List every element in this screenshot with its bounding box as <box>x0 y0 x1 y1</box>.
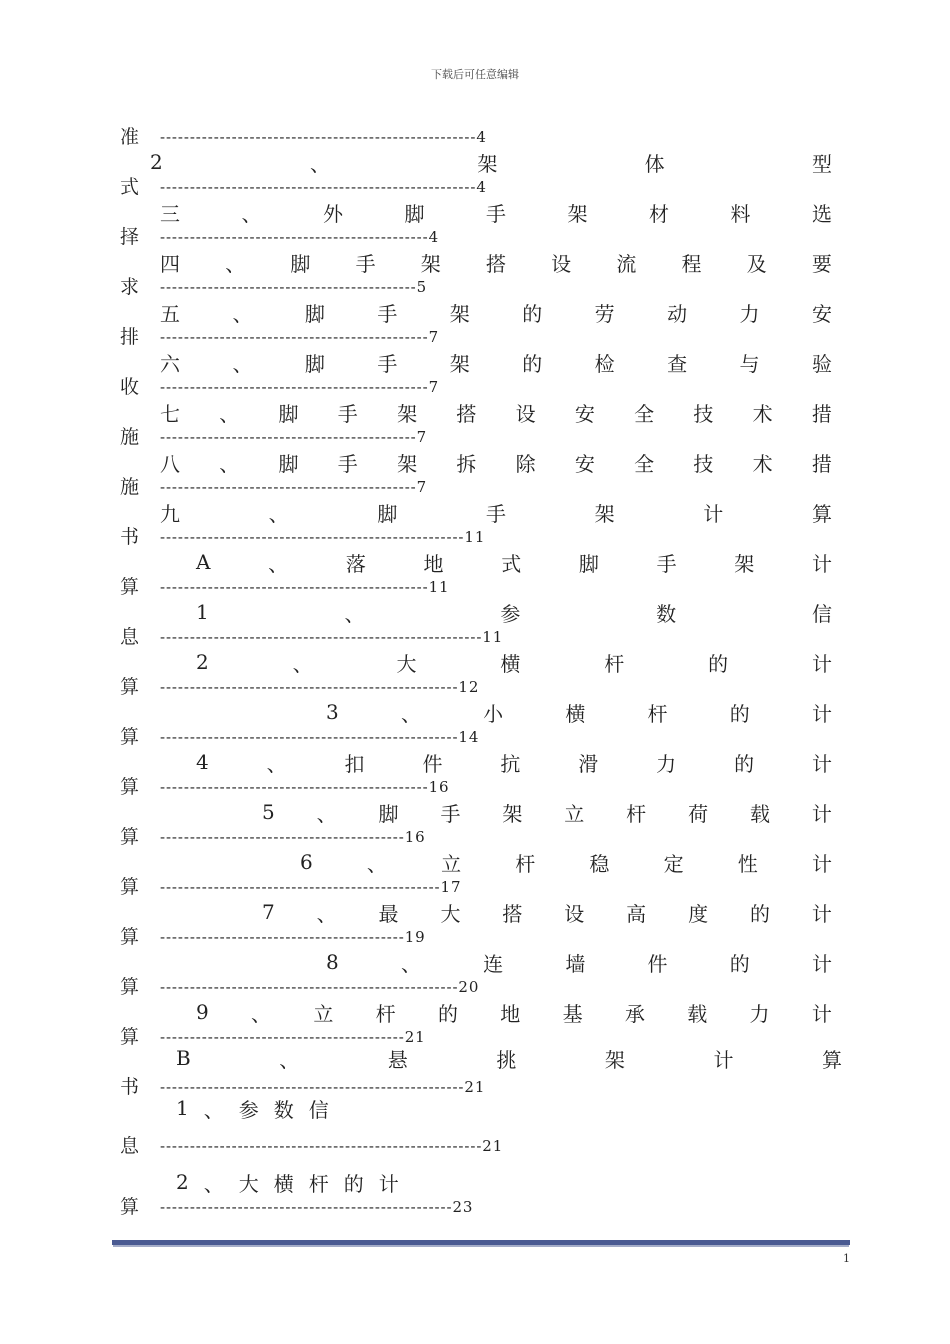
toc-title-char: 术 <box>752 401 773 426</box>
toc-line-head-char: 书 <box>120 526 140 548</box>
toc-entry-line <box>0 374 950 400</box>
toc-title-char: 脚 <box>304 351 325 376</box>
toc-title-char: 计 <box>811 751 832 776</box>
toc-title-char: 、 <box>219 451 240 476</box>
toc-title-char: 脚 <box>278 401 299 426</box>
toc-leader-and-page: -----------------------------------------------------4 <box>160 128 487 146</box>
toc-entry-line <box>0 224 950 250</box>
toc-entry-line <box>0 824 950 850</box>
toc-title-char: 、 <box>316 901 337 926</box>
toc-title-char: 4 <box>196 750 209 774</box>
toc-leader-and-page: --------------------------------------------------20 <box>160 978 480 996</box>
toc-line-head-char: 算 <box>120 776 140 798</box>
toc-title-char: 技 <box>693 401 714 426</box>
toc-title-char: 、 <box>279 1047 300 1072</box>
toc-title-char: 墙 <box>565 951 586 976</box>
toc-title-char: 1 <box>196 600 209 624</box>
toc-title-char: 架 <box>567 201 588 226</box>
toc-line-head-char: 算 <box>120 976 140 998</box>
toc-title-char: 手 <box>337 451 358 476</box>
toc-title-char: 力 <box>739 301 760 326</box>
toc-title-char: 三 <box>160 201 180 226</box>
toc-title-char: 、 <box>268 551 289 576</box>
toc-title-char: 脚 <box>378 801 399 826</box>
toc-leader-and-page: ---------------------------------------------------21 <box>160 1078 486 1096</box>
toc-title-char: 算 <box>811 501 832 526</box>
toc-title-char: 脚 <box>304 301 325 326</box>
toc-entry-line <box>0 874 950 900</box>
toc-leader-and-page: --------------------------------------------------14 <box>160 728 480 746</box>
toc-title-char: 抗 <box>500 751 521 776</box>
toc-entry-title <box>160 198 832 226</box>
toc-title-char: 杆 <box>647 701 668 726</box>
toc-title-char: 悬 <box>387 1047 408 1072</box>
toc-entry-line <box>0 1133 950 1159</box>
toc-title-char: 力 <box>749 1001 770 1026</box>
toc-title-char: 高 <box>626 901 647 926</box>
toc-line-head-char: 准 <box>120 126 140 148</box>
toc-line-head-char: 排 <box>120 326 140 348</box>
toc-title-char: 脚 <box>278 451 299 476</box>
toc-title-char: 术 <box>752 451 773 476</box>
toc-leader-and-page: -------------------------------------------------23 <box>160 1198 474 1216</box>
toc-title-char: 地 <box>423 551 444 576</box>
toc-line-head-char: 择 <box>120 226 140 248</box>
toc-title-char: 横 <box>565 701 586 726</box>
toc-title-char: 架 <box>449 351 470 376</box>
toc-leader-and-page: -----------------------------------------16 <box>160 828 426 846</box>
toc-title-char: 2 <box>176 1170 189 1194</box>
toc-title-char: 的 <box>522 351 543 376</box>
toc-line-head-char: 施 <box>120 426 140 448</box>
toc-title-char: 信 <box>811 601 832 626</box>
toc-title-char: 、 <box>400 951 421 976</box>
toc-leader-and-page: -----------------------------------------21 <box>160 1028 426 1046</box>
toc-entry-title <box>160 448 832 476</box>
toc-title-char: 手 <box>486 201 506 226</box>
toc-title-char: 计 <box>378 1171 399 1196</box>
toc-entry-title <box>262 798 832 826</box>
toc-title-char: 杆 <box>515 851 536 876</box>
toc-title-char: 9 <box>196 1000 209 1024</box>
toc-title-char: 体 <box>644 151 665 176</box>
toc-title-char: 立 <box>564 801 585 826</box>
toc-entry-line <box>0 674 950 700</box>
toc-title-char: 的 <box>729 701 750 726</box>
toc-entry-title <box>160 248 832 276</box>
toc-title-char: 措 <box>811 451 832 476</box>
toc-title-char: 荷 <box>688 801 709 826</box>
toc-entry-line <box>0 124 950 150</box>
toc-entry-title <box>160 398 832 426</box>
toc-title-char: A <box>196 550 211 574</box>
toc-entry-line <box>0 774 950 800</box>
toc-entry-title <box>160 298 832 326</box>
toc-title-char: 材 <box>649 201 669 226</box>
toc-leader-and-page: -------------------------------------------7 <box>160 428 428 446</box>
toc-line-head-char: 算 <box>120 1026 140 1048</box>
toc-leader-and-page: ---------------------------------------------------11 <box>160 528 486 546</box>
toc-entry-title <box>160 498 832 526</box>
toc-title-char: 措 <box>811 401 832 426</box>
toc-title-char: 架 <box>397 451 418 476</box>
toc-entry-title <box>196 598 832 626</box>
toc-title-char: 架 <box>420 251 441 276</box>
toc-entry-line <box>0 1074 950 1100</box>
toc-title-char: 搭 <box>456 401 477 426</box>
toc-title-char: 劳 <box>594 301 615 326</box>
toc-leader-and-page: --------------------------------------------------12 <box>160 678 480 696</box>
toc-title-char: 式 <box>501 551 522 576</box>
toc-title-char: 架 <box>502 801 523 826</box>
toc-title-char: 小 <box>483 701 504 726</box>
toc-title-char: 计 <box>811 951 832 976</box>
toc-line-head-char: 算 <box>120 926 140 948</box>
toc-leader-and-page: ---------------------------------------------16 <box>160 778 450 796</box>
toc-title-char: 的 <box>729 951 750 976</box>
toc-title-char: 脚 <box>404 201 425 226</box>
toc-title-char: 手 <box>377 301 398 326</box>
toc-title-char: 架 <box>449 301 470 326</box>
toc-line-head-char: 算 <box>120 676 140 698</box>
toc-entry-line <box>0 174 950 200</box>
toc-title-char: 计 <box>811 651 832 676</box>
toc-title-char: B <box>176 1046 191 1070</box>
toc-leader-and-page: ---------------------------------------------7 <box>160 378 440 396</box>
toc-entry-title <box>326 698 832 726</box>
toc-entry-line <box>0 974 950 1000</box>
toc-title-char: 计 <box>811 851 832 876</box>
toc-title-char: 计 <box>713 1047 734 1072</box>
toc-title-char: 手 <box>355 251 376 276</box>
toc-title-char: 基 <box>562 1001 583 1026</box>
toc-title-char: 九 <box>160 501 180 526</box>
toc-title-char: 查 <box>667 351 688 376</box>
toc-title-char: 载 <box>749 801 770 826</box>
toc-entry-line <box>0 1194 950 1220</box>
toc-title-char: 立 <box>313 1001 334 1026</box>
toc-title-char: 最 <box>378 901 399 926</box>
toc-title-char: 拆 <box>456 451 477 476</box>
toc-title-char: 安 <box>574 451 595 476</box>
toc-title-char: 杆 <box>375 1001 396 1026</box>
toc-title-char: 技 <box>693 451 714 476</box>
toc-title-char: 的 <box>708 651 729 676</box>
toc-title-char: 的 <box>749 901 770 926</box>
toc-title-char: 手 <box>440 801 461 826</box>
toc-leader-and-page: -----------------------------------------------------4 <box>160 178 487 196</box>
toc-title-char: 计 <box>811 551 832 576</box>
toc-title-char: 型 <box>811 151 832 176</box>
toc-title-char: 、 <box>310 151 331 176</box>
toc-title-char: 挑 <box>496 1047 517 1072</box>
toc-title-char: 滑 <box>578 751 599 776</box>
toc-title-char: 力 <box>656 751 677 776</box>
toc-leader-and-page: -----------------------------------------------17 <box>160 878 462 896</box>
toc-entry-title <box>176 1044 842 1072</box>
toc-title-char: 落 <box>345 551 366 576</box>
toc-entry-title <box>326 948 832 976</box>
toc-title-char: 计 <box>811 801 832 826</box>
toc-title-char: 地 <box>500 1001 521 1026</box>
toc-line-head-char: 息 <box>120 626 140 648</box>
toc-title-char: 流 <box>616 251 637 276</box>
toc-title-char: 、 <box>344 601 365 626</box>
toc-title-char: 安 <box>811 301 832 326</box>
toc-title-char: 的 <box>437 1001 458 1026</box>
toc-title-char: 脚 <box>578 551 599 576</box>
toc-entry-line <box>0 274 950 300</box>
toc-line-head-char: 算 <box>120 876 140 898</box>
toc-title-char: 数 <box>273 1097 294 1122</box>
toc-title-char: 扣 <box>344 751 365 776</box>
toc-title-char: 杆 <box>626 801 647 826</box>
toc-title-char: 载 <box>687 1001 708 1026</box>
toc-entry-title <box>196 748 832 776</box>
toc-title-char: 、 <box>366 851 387 876</box>
toc-title-char: 7 <box>262 900 275 924</box>
toc-line-head-char: 求 <box>120 276 140 298</box>
toc-title-char: 脚 <box>290 251 311 276</box>
toc-title-char: 七 <box>160 401 180 426</box>
toc-entry-title <box>262 898 832 926</box>
toc-line-head-char: 算 <box>120 576 140 598</box>
toc-title-char: 定 <box>663 851 684 876</box>
toc-title-char: 全 <box>634 401 655 426</box>
toc-title-char: 、 <box>268 501 289 526</box>
toc-title-char: 设 <box>564 901 585 926</box>
toc-line-head-char: 息 <box>120 1135 140 1157</box>
toc-title-char: 、 <box>241 201 262 226</box>
toc-title-char: 1 <box>176 1096 189 1120</box>
toc-entry-title <box>196 548 832 576</box>
toc-title-char: 、 <box>251 1001 272 1026</box>
toc-title-char: 检 <box>594 351 615 376</box>
toc-title-char: 八 <box>160 451 180 476</box>
toc-title-char: 要 <box>811 251 832 276</box>
toc-title-char: 、 <box>203 1097 224 1122</box>
toc-title-char: 架 <box>604 1047 625 1072</box>
toc-title-char: 立 <box>441 851 462 876</box>
toc-title-char: 四 <box>160 251 180 276</box>
toc-entry-title <box>196 648 832 676</box>
toc-title-char: 、 <box>266 751 287 776</box>
toc-title-char: 3 <box>326 700 339 724</box>
toc-title-char: 、 <box>232 351 253 376</box>
toc-title-char: 2 <box>196 650 209 674</box>
toc-title-char: 与 <box>739 351 760 376</box>
toc-title-char: 性 <box>737 851 758 876</box>
toc-title-char: 的 <box>734 751 755 776</box>
toc-title-char: 全 <box>634 451 655 476</box>
toc-title-char: 设 <box>515 401 536 426</box>
toc-title-char: 承 <box>624 1001 645 1026</box>
toc-title-char: 参 <box>500 601 521 626</box>
toc-title-char: 2 <box>150 150 163 174</box>
toc-title-char: 架 <box>734 551 755 576</box>
toc-title-char: 除 <box>515 451 536 476</box>
toc-title-char: 件 <box>647 951 668 976</box>
toc-entry-line <box>0 474 950 500</box>
toc-title-char: 架 <box>477 151 498 176</box>
toc-leader-and-page: -------------------------------------------5 <box>160 278 428 296</box>
toc-line-head-char: 算 <box>120 726 140 748</box>
toc-line-head-char: 书 <box>120 1076 140 1098</box>
toc-line-head-char: 收 <box>120 376 140 398</box>
toc-title-char: 件 <box>422 751 443 776</box>
toc-title-char: 安 <box>574 401 595 426</box>
toc-leader-and-page: ------------------------------------------------------11 <box>160 628 504 646</box>
toc-title-char: 8 <box>326 950 339 974</box>
toc-line-head-char: 算 <box>120 1196 140 1218</box>
toc-entry-title <box>300 848 832 876</box>
toc-leader-and-page: -----------------------------------------19 <box>160 928 426 946</box>
toc-entry-title <box>160 348 832 376</box>
toc-title-char: 手 <box>485 501 506 526</box>
toc-title-char: 的 <box>343 1171 364 1196</box>
toc-entry-line <box>0 724 950 750</box>
toc-title-char: 程 <box>681 251 702 276</box>
toc-title-char: 稳 <box>589 851 610 876</box>
toc-title-char: 验 <box>811 351 832 376</box>
toc-title-char: 料 <box>730 201 751 226</box>
toc-title-char: 计 <box>703 501 724 526</box>
toc-entry-line <box>0 624 950 650</box>
toc-title-char: 、 <box>292 651 313 676</box>
toc-title-char: 的 <box>522 301 543 326</box>
toc-title-char: 计 <box>811 1001 832 1026</box>
toc-entry-line <box>0 324 950 350</box>
toc-entry-title <box>196 998 832 1026</box>
toc-leader-and-page: ---------------------------------------------4 <box>160 228 440 246</box>
toc-title-char: 度 <box>688 901 709 926</box>
page-header: 下载后可任意编辑 <box>431 68 519 81</box>
toc-entry-line <box>0 424 950 450</box>
toc-title-char: 、 <box>225 251 246 276</box>
toc-entry-line <box>0 524 950 550</box>
toc-title-char: 大 <box>238 1171 259 1196</box>
toc-title-char: 手 <box>377 351 398 376</box>
toc-title-char: 设 <box>551 251 572 276</box>
toc-title-char: 选 <box>812 201 832 226</box>
footer-rule <box>112 1240 850 1245</box>
toc-title-char: 大 <box>440 901 461 926</box>
toc-title-char: 参 <box>238 1097 259 1122</box>
toc-line-head-char: 式 <box>120 176 140 198</box>
toc-title-char: 动 <box>667 301 688 326</box>
toc-title-char: 、 <box>232 301 253 326</box>
toc-title-char: 脚 <box>377 501 398 526</box>
toc-title-char: 杆 <box>604 651 625 676</box>
toc-entry-line <box>0 924 950 950</box>
toc-leader-and-page: ---------------------------------------------7 <box>160 328 440 346</box>
toc-entry-title <box>176 1094 330 1122</box>
toc-title-char: 、 <box>219 401 240 426</box>
toc-title-char: 杆 <box>308 1171 329 1196</box>
toc-title-char: 、 <box>400 701 421 726</box>
toc-title-char: 架 <box>594 501 615 526</box>
toc-title-char: 5 <box>262 800 275 824</box>
toc-title-char: 六 <box>160 351 180 376</box>
toc-title-char: 手 <box>337 401 358 426</box>
toc-title-char: 架 <box>397 401 418 426</box>
toc-title-char: 、 <box>316 801 337 826</box>
toc-title-char: 大 <box>396 651 417 676</box>
toc-title-char: 算 <box>821 1047 842 1072</box>
toc-title-char: 横 <box>500 651 521 676</box>
toc-leader-and-page: -------------------------------------------7 <box>160 478 428 496</box>
toc-title-char: 及 <box>746 251 767 276</box>
toc-title-char: 数 <box>656 601 677 626</box>
page-number: 1 <box>843 1252 850 1265</box>
toc-line-head-char: 算 <box>120 826 140 848</box>
toc-title-char: 外 <box>323 201 343 226</box>
toc-title-char: 横 <box>273 1171 294 1196</box>
toc-entry-title <box>176 1168 410 1196</box>
toc-title-char: 计 <box>811 901 832 926</box>
toc-title-char: 计 <box>811 701 832 726</box>
toc-title-char: 五 <box>160 301 180 326</box>
toc-leader-and-page: ------------------------------------------------------21 <box>160 1137 504 1155</box>
toc-title-char: 信 <box>308 1097 329 1122</box>
toc-title-char: 手 <box>656 551 677 576</box>
toc-title-char: 6 <box>300 850 313 874</box>
toc-leader-and-page: ---------------------------------------------11 <box>160 578 450 596</box>
toc-title-char: 搭 <box>485 251 506 276</box>
toc-entry-line <box>0 574 950 600</box>
toc-entry-title <box>150 148 832 176</box>
toc-title-char: 、 <box>203 1171 224 1196</box>
toc-title-char: 连 <box>483 951 504 976</box>
toc-title-char: 搭 <box>502 901 523 926</box>
toc-line-head-char: 施 <box>120 476 140 498</box>
